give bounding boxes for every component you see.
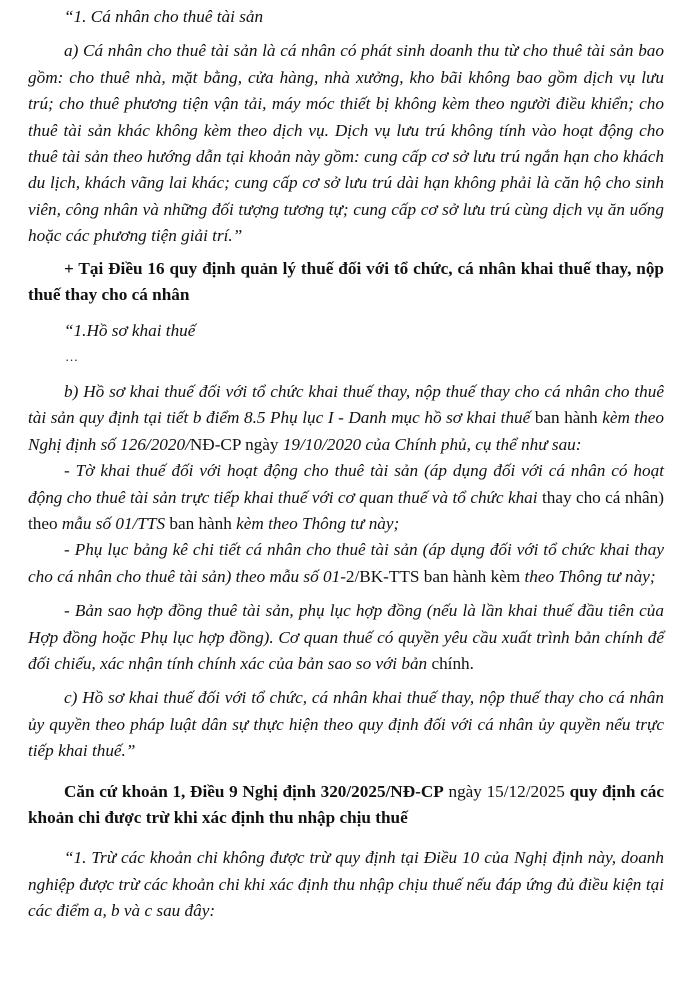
paragraph-article-16: + Tại Điều 16 quy định quản lý thuế đối với tổ chức, cá nhân khai thuế thay, nộp thuế thay cho cá nhân — [28, 258, 664, 305]
quote-heading-rental-individual: “1. Cá nhân cho thuê tài sản — [64, 7, 264, 26]
decree-320-subject: quy định các khoản chi được trừ khi xác định thu nhập chịu thuế — [28, 781, 665, 827]
decree-320-date: ngày 15/12/2025 — [443, 781, 570, 801]
appendix-list-code: 2/BK-TTS ban hành kèm — [345, 566, 521, 586]
appendix-list-circular: theo Thông tư này; — [520, 566, 656, 586]
contract-copy-text: - Bản sao hợp đồng thuê tài sản, phụ lục hợp đồng (nếu là lần khai thuế đầu tiên của Hợp đồng hoặc Phụ lục hợp đồng). Cơ quan thuế có quyền yêu cầu xuất trình bản chính để đối chiếu, xác nhận tính chính xác của bản sao so với bản — [28, 601, 664, 673]
declaration-form-circular: kèm theo Thông tư này; — [236, 513, 400, 533]
paragraph-rental-definition: a) Cá nhân cho thuê tài sản là cá nhân có phát sinh doanh thu từ cho thuê tài sản bao gồm: cho thuê nhà, mặt bằng, cửa hàng, nhà xưởng, kho bãi không bao gồm dịch vụ lưu trú; cho thuê phương tiện vận tải, máy móc thiết bị không kèm theo người điều khiển; cho thuê tài sản khác không kèm theo dịch vụ. Dịch vụ lưu trú không tính vào hoạt động cho thuê tài sản theo hướng dẫn tại khoản này gồm: cung cấp cơ sở lưu trú ngắn hạn cho khách du lịch, khách vãng lai khác; cung cấp cơ sở lưu trú dài hạn không phải là căn hộ cho sinh viên, công nhân và những đối tượng tương tự; cung cấp cơ sở lưu trú cùng dịch vụ ăn uống hoặc các phương tiện giải trí.” — [28, 41, 664, 246]
dossier-b-date-label: ngày — [240, 434, 283, 454]
dossier-b-date: 19/10/2020 của Chính phủ, cụ thể như sau: — [282, 434, 582, 454]
appendix-list-text: - Phụ lục bảng kê chi tiết cá nhân cho thuê tài sản (áp dụng đối với tổ chức khai thay cho cá nhân cho thuê tài sản) theo mẫu số 01- — [28, 540, 664, 586]
paragraph-decree-320 — [28, 779, 664, 832]
paragraph-declaration-form — [28, 458, 664, 537]
declaration-form-for: thay cho cá nhân) theo — [28, 487, 664, 533]
paragraph-contract-copy — [28, 598, 664, 677]
quote-heading-tax-dossier: “1.Hồ sơ khai thuế — [64, 321, 196, 341]
ellipsis-omission: … — [66, 348, 78, 364]
dossier-b-decree: kèm theo Nghị định số 126/2020/ — [28, 408, 665, 454]
contract-copy-end: chính. — [431, 653, 474, 673]
paragraph-dossier-c: c) Hồ sơ khai thuế đối với tổ chức, cá nhân khai thuế thay, nộp thuế thay cho cá nhân ủy quyền theo pháp luật dân sự thực hiện theo quy định đối với cá nhân ủy quyền nếu trực tiếp khai thuế.” — [28, 688, 664, 761]
paragraph-appendix-list — [28, 537, 664, 590]
paragraph-dossier-b — [28, 379, 664, 458]
dossier-b-decree-code: NĐ-CP — [189, 434, 241, 454]
declaration-form-text: - Tờ khai thuế đối với hoạt động cho thuê tài sản (áp dụng đối với cá nhân có hoạt động cho thuê tài sản trực tiếp khai thuế với cơ quan thuế và tổ chức khai — [28, 461, 664, 507]
declaration-form-code: mẫu số 01/TTS — [61, 513, 166, 533]
paragraph-deductible-expenses: “1. Trừ các khoản chi không được trừ quy định tại Điều 10 của Nghị định này, doanh nghiệp được trừ các khoản chi khi xác định thu nhập chịu thuế nếu đáp ứng đủ điều kiện tại các điểm a, b và c sau đây: — [28, 848, 664, 921]
dossier-b-issued: ban hành — [534, 408, 603, 428]
decree-320-title: Căn cứ khoản 1, Điều 9 Nghị định 320/2025/NĐ-CP — [64, 781, 444, 801]
declaration-form-issued: ban hành — [165, 513, 237, 533]
dossier-b-text: b) Hồ sơ khai thuế đối với tổ chức khai thuế thay, nộp thuế thay cho cá nhân cho thuê tài sản quy định tại tiết b điểm 8.5 Phụ lục I - Danh mục hồ sơ khai thuế — [28, 381, 664, 428]
